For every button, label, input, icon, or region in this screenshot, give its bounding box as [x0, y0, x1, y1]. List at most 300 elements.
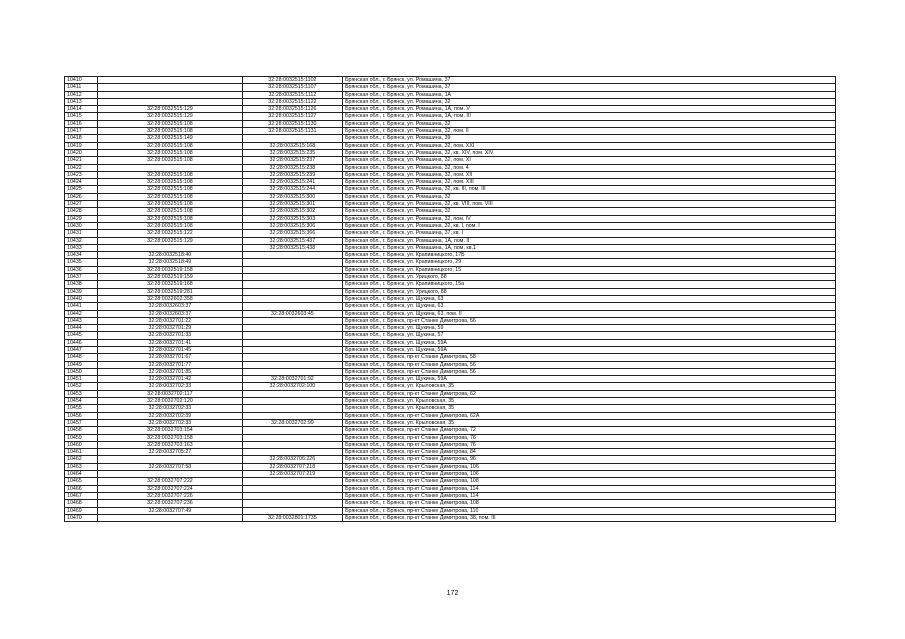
- table-row: [65, 376, 836, 383]
- parcel-cadastral-number-cell: 32:28:0032519:158: [98, 266, 243, 273]
- parcel-cadastral-number-cell: 32:28:0032603:37: [98, 310, 243, 317]
- table-row: [65, 215, 836, 222]
- address-cell: Брянская обл., г. Брянск, пр-кт Станке Димитрова, 56: [343, 317, 836, 324]
- address-cell: Брянская обл., г. Брянск, пр-кт Станке Димитрова, 108: [343, 478, 836, 485]
- table-row: [65, 201, 836, 208]
- row-number-cell: 10441: [65, 303, 98, 310]
- address-cell: Брянская обл., г. Брянск, пр-кт Станке Димитрова, 110: [343, 507, 836, 514]
- parcel-cadastral-number-cell: 32:28:0032701:22: [98, 317, 243, 324]
- address-cell: Брянская обл., г. Брянск, ул. Щукина, 59А: [343, 346, 836, 353]
- object-cadastral-number-cell: 32:28:0032603:45: [242, 310, 342, 317]
- object-cadastral-number-cell: 32:28:0032515:241: [242, 179, 342, 186]
- object-cadastral-number-cell: 32:28:0032515:1102: [242, 77, 342, 84]
- row-number-cell: 10435: [65, 259, 98, 266]
- address-cell: Брянская обл., г. Брянск, ул. Крыловская, 35: [343, 405, 836, 412]
- row-number-cell: 10461: [65, 449, 98, 456]
- table-row: [65, 500, 836, 507]
- row-number-cell: 10460: [65, 441, 98, 448]
- address-cell: Брянская обл., г. Брянск, ул. Ромашина, 32, кв. VIII, пом. VIII: [343, 201, 836, 208]
- row-number-cell: 10448: [65, 354, 98, 361]
- parcel-cadastral-number-cell: 32:28:0032515:108: [98, 120, 243, 127]
- table-row: [65, 84, 836, 91]
- parcel-cadastral-number-cell: 32:28:0032519:159: [98, 274, 243, 281]
- object-cadastral-number-cell: [242, 332, 342, 339]
- parcel-cadastral-number-cell: 32:28:0032515:108: [98, 179, 243, 186]
- table-row: [65, 295, 836, 302]
- object-cadastral-number-cell: [242, 288, 342, 295]
- parcel-cadastral-number-cell: [98, 91, 243, 98]
- row-number-cell: 10439: [65, 288, 98, 295]
- row-number-cell: 10410: [65, 77, 98, 84]
- address-cell: Брянская обл., г. Брянск, ул. Ромашина, 1А: [343, 91, 836, 98]
- parcel-cadastral-number-cell: 32:28:0032515:108: [98, 157, 243, 164]
- address-cell: Брянская обл., г. Брянск, ул. Ромашина, 37, кв. I: [343, 230, 836, 237]
- parcel-cadastral-number-cell: 32:28:0032515:129: [98, 237, 243, 244]
- object-cadastral-number-cell: [242, 259, 342, 266]
- table-row: [65, 478, 836, 485]
- row-number-cell: 10445: [65, 332, 98, 339]
- parcel-cadastral-number-cell: 32:28:0032701:42: [98, 376, 243, 383]
- address-cell: Брянская обл., г. Брянск, ул. Ромашина, 32, кв. III, пом. III: [343, 186, 836, 193]
- address-cell: Брянская обл., г. Брянск, ул. Крыловская, 35: [343, 383, 836, 390]
- table-row: [65, 383, 836, 390]
- object-cadastral-number-cell: 32:28:0032515:302: [242, 208, 342, 215]
- address-cell: Брянская обл., г. Брянск, пр-кт Станке Димитрова, 62А: [343, 412, 836, 419]
- parcel-cadastral-number-cell: 32:28:0032602:358: [98, 295, 243, 302]
- table-row: [65, 471, 836, 478]
- object-cadastral-number-cell: 32:28:0032515:303: [242, 215, 342, 222]
- parcel-cadastral-number-cell: [98, 77, 243, 84]
- table-row: [65, 463, 836, 470]
- address-cell: Брянская обл., г. Брянск, пр-кт Станке Димитрова, 114: [343, 485, 836, 492]
- row-number-cell: 10468: [65, 500, 98, 507]
- object-cadastral-number-cell: [242, 295, 342, 302]
- object-cadastral-number-cell: 32:28:0032515:301: [242, 201, 342, 208]
- parcel-cadastral-number-cell: 32:28:0032701:33: [98, 332, 243, 339]
- table-row: [65, 354, 836, 361]
- object-cadastral-number-cell: 32:28:0032515:1107: [242, 84, 342, 91]
- table-row: [65, 281, 836, 288]
- row-number-cell: 10453: [65, 390, 98, 397]
- row-number-cell: 10447: [65, 346, 98, 353]
- object-cadastral-number-cell: 32:28:0032801:1735: [242, 514, 342, 521]
- table-row: [65, 507, 836, 514]
- parcel-cadastral-number-cell: 32:28:0032515:108: [98, 142, 243, 149]
- object-cadastral-number-cell: 32:28:0032702:100: [242, 383, 342, 390]
- table-row: [65, 186, 836, 193]
- object-cadastral-number-cell: [242, 252, 342, 259]
- parcel-cadastral-number-cell: 32:28:0032701:85: [98, 368, 243, 375]
- parcel-cadastral-number-cell: 32:28:0032515:108: [98, 193, 243, 200]
- row-number-cell: 10421: [65, 157, 98, 164]
- row-number-cell: 10444: [65, 325, 98, 332]
- table-row: [65, 412, 836, 419]
- row-number-cell: 10427: [65, 201, 98, 208]
- parcel-cadastral-number-cell: 32:28:0032702:39: [98, 412, 243, 419]
- address-cell: Брянская обл., г. Брянск, пр-кт Станке Димитрова, 84: [343, 449, 836, 456]
- address-cell: Брянская обл., г. Брянск, ул. Крапивницкого, 15: [343, 266, 836, 273]
- row-number-cell: 10440: [65, 295, 98, 302]
- table-row: [65, 171, 836, 178]
- table-row: [65, 208, 836, 215]
- object-cadastral-number-cell: [242, 303, 342, 310]
- table-row: [65, 361, 836, 368]
- address-cell: Брянская обл., г. Брянск, ул. Щукина, 63: [343, 303, 836, 310]
- row-number-cell: 10422: [65, 164, 98, 171]
- row-number-cell: 10457: [65, 419, 98, 426]
- table-row: [65, 274, 836, 281]
- object-cadastral-number-cell: [242, 507, 342, 514]
- object-cadastral-number-cell: 32:28:0032707:218: [242, 463, 342, 470]
- parcel-cadastral-number-cell: 32:28:0032703:158: [98, 434, 243, 441]
- table-row: [65, 427, 836, 434]
- table-row: [65, 514, 836, 521]
- parcel-cadastral-number-cell: 32:28:0032515:108: [98, 128, 243, 135]
- object-cadastral-number-cell: [242, 274, 342, 281]
- parcel-cadastral-number-cell: 32:28:0032702:33: [98, 383, 243, 390]
- table-row: [65, 419, 836, 426]
- parcel-cadastral-number-cell: 32:28:0032707:58: [98, 463, 243, 470]
- row-number-cell: 10420: [65, 149, 98, 156]
- table-row: [65, 346, 836, 353]
- table-row: [65, 405, 836, 412]
- row-number-cell: 10456: [65, 412, 98, 419]
- table-row: [65, 449, 836, 456]
- table-row: [65, 142, 836, 149]
- row-number-cell: 10463: [65, 463, 98, 470]
- table-row: [65, 193, 836, 200]
- address-cell: Брянская обл., г. Брянск, ул. Ромашина, 32: [343, 208, 836, 215]
- object-cadastral-number-cell: 32:28:0032515:239: [242, 171, 342, 178]
- row-number-cell: 10458: [65, 427, 98, 434]
- parcel-cadastral-number-cell: 32:28:0032515:108: [98, 171, 243, 178]
- address-cell: Брянская обл., г. Брянск, ул. Щукина, 57: [343, 332, 836, 339]
- object-cadastral-number-cell: [242, 368, 342, 375]
- parcel-cadastral-number-cell: 32:28:0032702:117: [98, 390, 243, 397]
- row-number-cell: 10459: [65, 434, 98, 441]
- table-row: [65, 485, 836, 492]
- parcel-cadastral-number-cell: 32:28:0032519:281: [98, 288, 243, 295]
- parcel-cadastral-number-cell: 32:28:0032702:120: [98, 398, 243, 405]
- object-cadastral-number-cell: 32:28:0032515:244: [242, 186, 342, 193]
- object-cadastral-number-cell: [242, 135, 342, 142]
- row-number-cell: 10418: [65, 135, 98, 142]
- address-cell: Брянская обл., г. Брянск, ул. Ромашина, 32, пом. XI: [343, 157, 836, 164]
- table-row: [65, 492, 836, 499]
- row-number-cell: 10452: [65, 383, 98, 390]
- parcel-cadastral-number-cell: 32:28:0032519:168: [98, 281, 243, 288]
- object-cadastral-number-cell: [242, 361, 342, 368]
- row-number-cell: 10438: [65, 281, 98, 288]
- object-cadastral-number-cell: [242, 281, 342, 288]
- address-cell: Брянская обл., г. Брянск, ул. Щукина, 59: [343, 325, 836, 332]
- object-cadastral-number-cell: 32:28:0032515:306: [242, 222, 342, 229]
- registry-table-body: [65, 77, 836, 522]
- address-cell: Брянская обл., г. Брянск, ул. Ромашина, 1А, пом. II: [343, 237, 836, 244]
- parcel-cadastral-number-cell: 32:28:0032703:154: [98, 427, 243, 434]
- object-cadastral-number-cell: 32:28:0032515:237: [242, 157, 342, 164]
- address-cell: Брянская обл., г. Брянск, пр-кт Станке Димитрова, 62: [343, 390, 836, 397]
- address-cell: Брянская обл., г. Брянск, ул. Урицкого, 88: [343, 288, 836, 295]
- parcel-cadastral-number-cell: 32:28:0032707:226: [98, 492, 243, 499]
- object-cadastral-number-cell: 32:28:0032515:1112: [242, 91, 342, 98]
- object-cadastral-number-cell: 32:28:0032515:366: [242, 230, 342, 237]
- object-cadastral-number-cell: [242, 398, 342, 405]
- row-number-cell: 10455: [65, 405, 98, 412]
- row-number-cell: 10462: [65, 456, 98, 463]
- row-number-cell: 10417: [65, 128, 98, 135]
- row-number-cell: 10454: [65, 398, 98, 405]
- table-row: [65, 77, 836, 84]
- table-row: [65, 120, 836, 127]
- address-cell: Брянская обл., г. Брянск, пр-кт Станке Димитрова, 58: [343, 354, 836, 361]
- object-cadastral-number-cell: [242, 346, 342, 353]
- parcel-cadastral-number-cell: [98, 84, 243, 91]
- object-cadastral-number-cell: 32:28:0032515:1127: [242, 113, 342, 120]
- address-cell: Брянская обл., г. Брянск, ул. Щукина, 59А: [343, 339, 836, 346]
- object-cadastral-number-cell: [242, 485, 342, 492]
- address-cell: Брянская обл., г. Брянск, ул. Щукина, 59А: [343, 376, 836, 383]
- row-number-cell: 10443: [65, 317, 98, 324]
- table-row: [65, 252, 836, 259]
- parcel-cadastral-number-cell: 32:28:0032515:108: [98, 222, 243, 229]
- table-row: [65, 128, 836, 135]
- parcel-cadastral-number-cell: 32:28:0032515:122: [98, 230, 243, 237]
- object-cadastral-number-cell: [242, 266, 342, 273]
- object-cadastral-number-cell: [242, 412, 342, 419]
- row-number-cell: 10415: [65, 113, 98, 120]
- table-row: [65, 325, 836, 332]
- registry-table: [64, 76, 836, 522]
- table-row: [65, 441, 836, 448]
- address-cell: Брянская обл., г. Брянск, ул. Ромашина, 32: [343, 120, 836, 127]
- row-number-cell: 10465: [65, 478, 98, 485]
- address-cell: Брянская обл., г. Брянск, ул. Ромашина, 37: [343, 77, 836, 84]
- row-number-cell: 10464: [65, 471, 98, 478]
- table-row: [65, 288, 836, 295]
- object-cadastral-number-cell: 32:28:0032515:235: [242, 149, 342, 156]
- address-cell: Брянская обл., г. Брянск, ул. Щукина, 63: [343, 295, 836, 302]
- table-row: [65, 222, 836, 229]
- parcel-cadastral-number-cell: 32:28:0032603:37: [98, 303, 243, 310]
- table-row: [65, 266, 836, 273]
- object-cadastral-number-cell: 32:28:0032702:99: [242, 419, 342, 426]
- row-number-cell: 10425: [65, 186, 98, 193]
- object-cadastral-number-cell: [242, 317, 342, 324]
- address-cell: Брянская обл., г. Брянск, ул. Ромашина, 32, пом. IV: [343, 215, 836, 222]
- row-number-cell: 10436: [65, 266, 98, 273]
- parcel-cadastral-number-cell: 32:28:0032515:108: [98, 149, 243, 156]
- address-cell: Брянская обл., г. Брянск, пр-кт Станке Димитрова, 76: [343, 441, 836, 448]
- object-cadastral-number-cell: [242, 354, 342, 361]
- parcel-cadastral-number-cell: 32:28:0032702:33: [98, 419, 243, 426]
- object-cadastral-number-cell: [242, 339, 342, 346]
- parcel-cadastral-number-cell: 32:28:0032701:45: [98, 346, 243, 353]
- object-cadastral-number-cell: 32:28:0032707:219: [242, 471, 342, 478]
- address-cell: Брянская обл., г. Брянск, ул. Ромашина, 32, кв. XIV, пом. XIV: [343, 149, 836, 156]
- address-cell: Брянская обл., г. Брянск, ул. Ромашина, 32: [343, 193, 836, 200]
- table-row: [65, 303, 836, 310]
- table-row: [65, 332, 836, 339]
- row-number-cell: 10449: [65, 361, 98, 368]
- row-number-cell: 10424: [65, 179, 98, 186]
- table-row: [65, 113, 836, 120]
- object-cadastral-number-cell: 32:28:0032515:438: [242, 244, 342, 251]
- table-row: [65, 98, 836, 105]
- row-number-cell: 10411: [65, 84, 98, 91]
- object-cadastral-number-cell: 32:28:0032515:437: [242, 237, 342, 244]
- parcel-cadastral-number-cell: 32:28:0032518:49: [98, 259, 243, 266]
- table-row: [65, 237, 836, 244]
- object-cadastral-number-cell: [242, 478, 342, 485]
- object-cadastral-number-cell: [242, 449, 342, 456]
- table-row: [65, 135, 836, 142]
- parcel-cadastral-number-cell: 32:28:0032707:224: [98, 485, 243, 492]
- parcel-cadastral-number-cell: [98, 471, 243, 478]
- table-row: [65, 259, 836, 266]
- address-cell: Брянская обл., г. Брянск, ул. Крапивницкого, 29: [343, 259, 836, 266]
- address-cell: Брянская обл., г. Брянск, ул. Ромашина, 32, пом. XIII: [343, 179, 836, 186]
- parcel-cadastral-number-cell: 32:28:0032515:149: [98, 135, 243, 142]
- table-row: [65, 157, 836, 164]
- object-cadastral-number-cell: 32:28:0032515:238: [242, 164, 342, 171]
- address-cell: Брянская обл., г. Брянск, ул. Урицкого, 88: [343, 274, 836, 281]
- row-number-cell: 10466: [65, 485, 98, 492]
- address-cell: Брянская обл., г. Брянск, ул. Крапивницкого, 17Б: [343, 252, 836, 259]
- row-number-cell: 10437: [65, 274, 98, 281]
- table-row: [65, 179, 836, 186]
- table-row: [65, 164, 836, 171]
- table-row: [65, 434, 836, 441]
- address-cell: Брянская обл., г. Брянск, пр-кт Станке Димитрова, 56: [343, 361, 836, 368]
- table-row: [65, 244, 836, 251]
- parcel-cadastral-number-cell: 32:28:0032515:108: [98, 201, 243, 208]
- row-number-cell: 10413: [65, 98, 98, 105]
- object-cadastral-number-cell: 32:28:0032515:1130: [242, 120, 342, 127]
- row-number-cell: 10450: [65, 368, 98, 375]
- object-cadastral-number-cell: [242, 434, 342, 441]
- object-cadastral-number-cell: 32:28:0032701:92: [242, 376, 342, 383]
- parcel-cadastral-number-cell: 32:28:0032703:163: [98, 441, 243, 448]
- page-number: 172: [446, 590, 459, 597]
- address-cell: Брянская обл., г. Брянск, пр-кт Станке Димитрова, 96: [343, 456, 836, 463]
- object-cadastral-number-cell: [242, 405, 342, 412]
- table-row: [65, 390, 836, 397]
- object-cadastral-number-cell: [242, 325, 342, 332]
- object-cadastral-number-cell: [242, 492, 342, 499]
- address-cell: Брянская обл., г. Брянск, ул. Щукина, 63, пом. II: [343, 310, 836, 317]
- address-cell: Брянская обл., г. Брянск, ул. Ромашина, 32, пом. XII: [343, 171, 836, 178]
- address-cell: Брянская обл., г. Брянск, ул. Ромашина, 32, кв. I, пом. I: [343, 222, 836, 229]
- address-cell: Брянская обл., г. Брянск, ул. Ромашина, 32: [343, 98, 836, 105]
- table-row: [65, 456, 836, 463]
- parcel-cadastral-number-cell: [98, 456, 243, 463]
- parcel-cadastral-number-cell: 32:28:0032701:67: [98, 354, 243, 361]
- address-cell: Брянская обл., г. Брянск, ул. Ромашина, 37: [343, 84, 836, 91]
- address-cell: Брянская обл., г. Брянск, пр-кт Станке Димитрова, 114: [343, 492, 836, 499]
- row-number-cell: 10451: [65, 376, 98, 383]
- parcel-cadastral-number-cell: 32:28:0032701:77: [98, 361, 243, 368]
- table-row: [65, 368, 836, 375]
- row-number-cell: 10446: [65, 339, 98, 346]
- parcel-cadastral-number-cell: 32:28:0032515:108: [98, 186, 243, 193]
- address-cell: Брянская обл., г. Брянск, пр-кт Станке Димитрова, 76: [343, 434, 836, 441]
- object-cadastral-number-cell: 32:28:0032706:226: [242, 456, 342, 463]
- address-cell: Брянская обл., г. Брянск, ул. Ромашина, 1А, пом. V: [343, 106, 836, 113]
- row-number-cell: 10414: [65, 106, 98, 113]
- table-row: [65, 106, 836, 113]
- parcel-cadastral-number-cell: 32:28:0032705:27: [98, 449, 243, 456]
- address-cell: Брянская обл., г. Брянск, пр-кт Станке Димитрова, 108: [343, 500, 836, 507]
- parcel-cadastral-number-cell: 32:28:0032702:33: [98, 405, 243, 412]
- row-number-cell: 10423: [65, 171, 98, 178]
- address-cell: Брянская обл., г. Брянск, ул. Ромашина, 32, пом. 4: [343, 164, 836, 171]
- object-cadastral-number-cell: [242, 441, 342, 448]
- row-number-cell: 10426: [65, 193, 98, 200]
- object-cadastral-number-cell: 32:28:0032515:1122: [242, 98, 342, 105]
- object-cadastral-number-cell: [242, 390, 342, 397]
- parcel-cadastral-number-cell: 32:28:0032515:108: [98, 215, 243, 222]
- row-number-cell: 10433: [65, 244, 98, 251]
- parcel-cadastral-number-cell: 32:28:0032515:108: [98, 208, 243, 215]
- parcel-cadastral-number-cell: 32:28:0032515:129: [98, 113, 243, 120]
- object-cadastral-number-cell: [242, 500, 342, 507]
- parcel-cadastral-number-cell: [98, 164, 243, 171]
- object-cadastral-number-cell: 32:28:0032515:1126: [242, 106, 342, 113]
- object-cadastral-number-cell: 32:28:0032515:1131: [242, 128, 342, 135]
- row-number-cell: 10469: [65, 507, 98, 514]
- parcel-cadastral-number-cell: 32:28:0032701:41: [98, 339, 243, 346]
- table-row: [65, 398, 836, 405]
- table-row: [65, 317, 836, 324]
- address-cell: Брянская обл., г. Брянск, пр-кт Станке Димитрова, 72: [343, 427, 836, 434]
- object-cadastral-number-cell: 32:28:0032515:300: [242, 193, 342, 200]
- address-cell: Брянская обл., г. Брянск, пр-кт Станке Димитрова, 106: [343, 471, 836, 478]
- address-cell: Брянская обл., г. Брянск, ул. Ромашина, 1А, пом. кв.1: [343, 244, 836, 251]
- parcel-cadastral-number-cell: 32:28:0032707:49: [98, 507, 243, 514]
- table-row: [65, 230, 836, 237]
- parcel-cadastral-number-cell: [98, 98, 243, 105]
- row-number-cell: 10419: [65, 142, 98, 149]
- address-cell: Брянская обл., г. Брянск, ул. Ромашина, 32, пом. XXI: [343, 142, 836, 149]
- row-number-cell: 10428: [65, 208, 98, 215]
- object-cadastral-number-cell: [242, 427, 342, 434]
- row-number-cell: 10430: [65, 222, 98, 229]
- row-number-cell: 10470: [65, 514, 98, 521]
- address-cell: Брянская обл., г. Брянск, пр-кт Станке Димитрова, 106: [343, 463, 836, 470]
- parcel-cadastral-number-cell: 32:28:0032518:40: [98, 252, 243, 259]
- row-number-cell: 10416: [65, 120, 98, 127]
- row-number-cell: 10467: [65, 492, 98, 499]
- parcel-cadastral-number-cell: 32:28:0032701:29: [98, 325, 243, 332]
- table-row: [65, 149, 836, 156]
- address-cell: Брянская обл., г. Брянск, ул. Ромашина, 39: [343, 135, 836, 142]
- address-cell: Брянская обл., г. Брянск, ул. Крыловская, 35: [343, 419, 836, 426]
- object-cadastral-number-cell: 32:28:0032515:168: [242, 142, 342, 149]
- parcel-cadastral-number-cell: [98, 514, 243, 521]
- row-number-cell: 10429: [65, 215, 98, 222]
- row-number-cell: 10432: [65, 237, 98, 244]
- table-row: [65, 91, 836, 98]
- address-cell: Брянская обл., г. Брянск, ул. Крыловская, 35: [343, 398, 836, 405]
- address-cell: Брянская обл., г. Брянск, пр-кт Станке Димитрова, 56: [343, 368, 836, 375]
- parcel-cadastral-number-cell: 32:28:0032515:129: [98, 106, 243, 113]
- table-row: [65, 310, 836, 317]
- row-number-cell: 10412: [65, 91, 98, 98]
- row-number-cell: 10442: [65, 310, 98, 317]
- address-cell: Брянская обл., г. Брянск, ул. Ромашина, 32, пом. II: [343, 128, 836, 135]
- address-cell: Брянская обл., г. Брянск, ул. Крапивницкого, 15а: [343, 281, 836, 288]
